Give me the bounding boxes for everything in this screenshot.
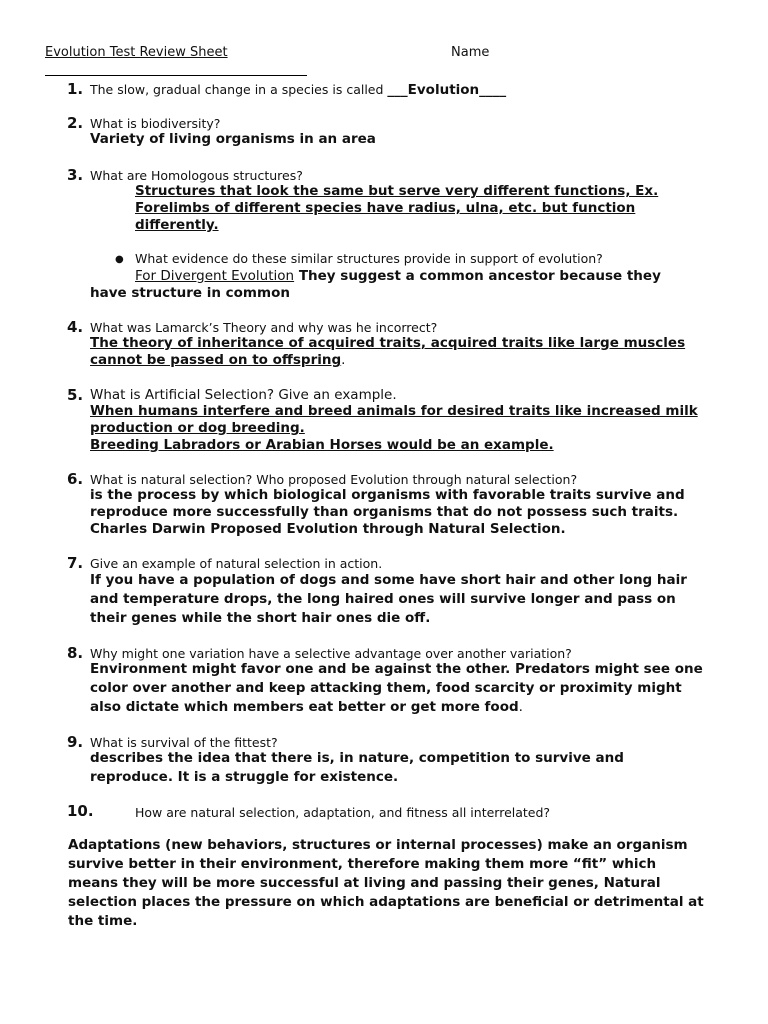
question-number: 8.	[67, 644, 84, 662]
question-9: What is survival of the fittest?	[90, 735, 278, 750]
answer-3-line: differently.	[135, 217, 219, 233]
answer-5-line: Breeding Labradors or Arabian Horses would be an example.	[90, 437, 554, 453]
answer-6-line: is the process by which biological organisms with favorable traits survive and	[90, 487, 685, 503]
question-number: 7.	[67, 554, 84, 572]
answer-5-line: When humans interfere and breed animals for desired traits like increased milk	[90, 403, 698, 419]
answer-10-line: the time.	[68, 913, 138, 929]
question-8: Why might one variation have a selective advantage over another variation?	[90, 646, 572, 661]
name-label: Name	[451, 45, 490, 60]
question-number: 1.	[67, 80, 84, 98]
answer-10-line: Adaptations (new behaviors, structures or internal processes) make an organism	[68, 837, 688, 853]
answer-7-line: and temperature drops, the long haired ones will survive longer and pass on	[90, 591, 676, 607]
answer-3-line: Structures that look the same but serve very different functions, Ex.	[135, 183, 659, 199]
question-7: Give an example of natural selection in action.	[90, 556, 383, 571]
answer-10-line: means they will be more successful at living and passing their genes, Natural	[68, 875, 661, 891]
answer-4-line: cannot be passed on to offspring.	[90, 352, 346, 368]
answer-5-line: production or dog breeding.	[90, 420, 305, 436]
answer-8-line: color over another and keep attacking them, food scarcity or proximity might	[90, 680, 682, 696]
question-number: 10.	[67, 802, 94, 820]
question-3: What are Homologous structures?	[90, 168, 303, 183]
question-6: What is natural selection? Who proposed Evolution through natural selection?	[90, 472, 578, 487]
answer-8-line: Environment might favor one and be against the other. Predators might see one	[90, 661, 703, 677]
answer-9-line: reproduce. It is a struggle for existence.	[90, 769, 399, 785]
question-number: 5.	[67, 386, 84, 404]
question-1	[90, 82, 506, 98]
answer-8-line: also dictate which members eat better or get more food.	[90, 699, 523, 715]
question-4: What was Lamarck’s Theory and why was he incorrect?	[90, 320, 438, 335]
name-line	[45, 75, 307, 76]
question-number: 4.	[67, 318, 84, 336]
answer-6-line: reproduce more successfully than organisms that do not possess such traits.	[90, 504, 679, 520]
answer-9-line: describes the idea that there is, in nature, competition to survive and	[90, 750, 624, 766]
answer-blank: ___Evolution____	[387, 82, 507, 98]
page-title: Evolution Test Review Sheet	[45, 45, 228, 60]
answer-3-line: Forelimbs of different species have radius, ulna, etc. but function	[135, 200, 636, 216]
question-number: 6.	[67, 470, 84, 488]
bullet-icon: ●	[115, 254, 124, 265]
question-number: 2.	[67, 114, 84, 132]
answer-7-line: their genes while the short hair ones die off.	[90, 610, 431, 626]
answer-3-sub-line2: have structure in common	[90, 285, 290, 301]
question-3-sub: What evidence do these similar structures provide in support of evolution?	[135, 251, 603, 266]
question-number: 3.	[67, 166, 84, 184]
answer-4-line: The theory of inheritance of acquired traits, acquired traits like large muscles	[90, 335, 686, 351]
answer-3-sub: For Divergent Evolution They suggest a common ancestor because they	[135, 268, 661, 284]
answer-10-line: survive better in their environment, therefore making them more “fit” which	[68, 856, 657, 872]
question-text: The slow, gradual change in a species is called	[90, 82, 384, 97]
answer-6-line: Charles Darwin Proposed Evolution through Natural Selection.	[90, 521, 566, 537]
question-10: How are natural selection, adaptation, and fitness all interrelated?	[135, 805, 551, 820]
question-2: What is biodiversity?	[90, 116, 221, 131]
answer-10-line: selection places the pressure on which adaptations are beneficial or detrimental at	[68, 894, 704, 910]
question-5: What is Artificial Selection? Give an example.	[90, 387, 397, 403]
answer-7-line: If you have a population of dogs and some have short hair and other long hair	[90, 572, 687, 588]
answer-2: Variety of living organisms in an area	[90, 131, 376, 147]
question-number: 9.	[67, 733, 84, 751]
